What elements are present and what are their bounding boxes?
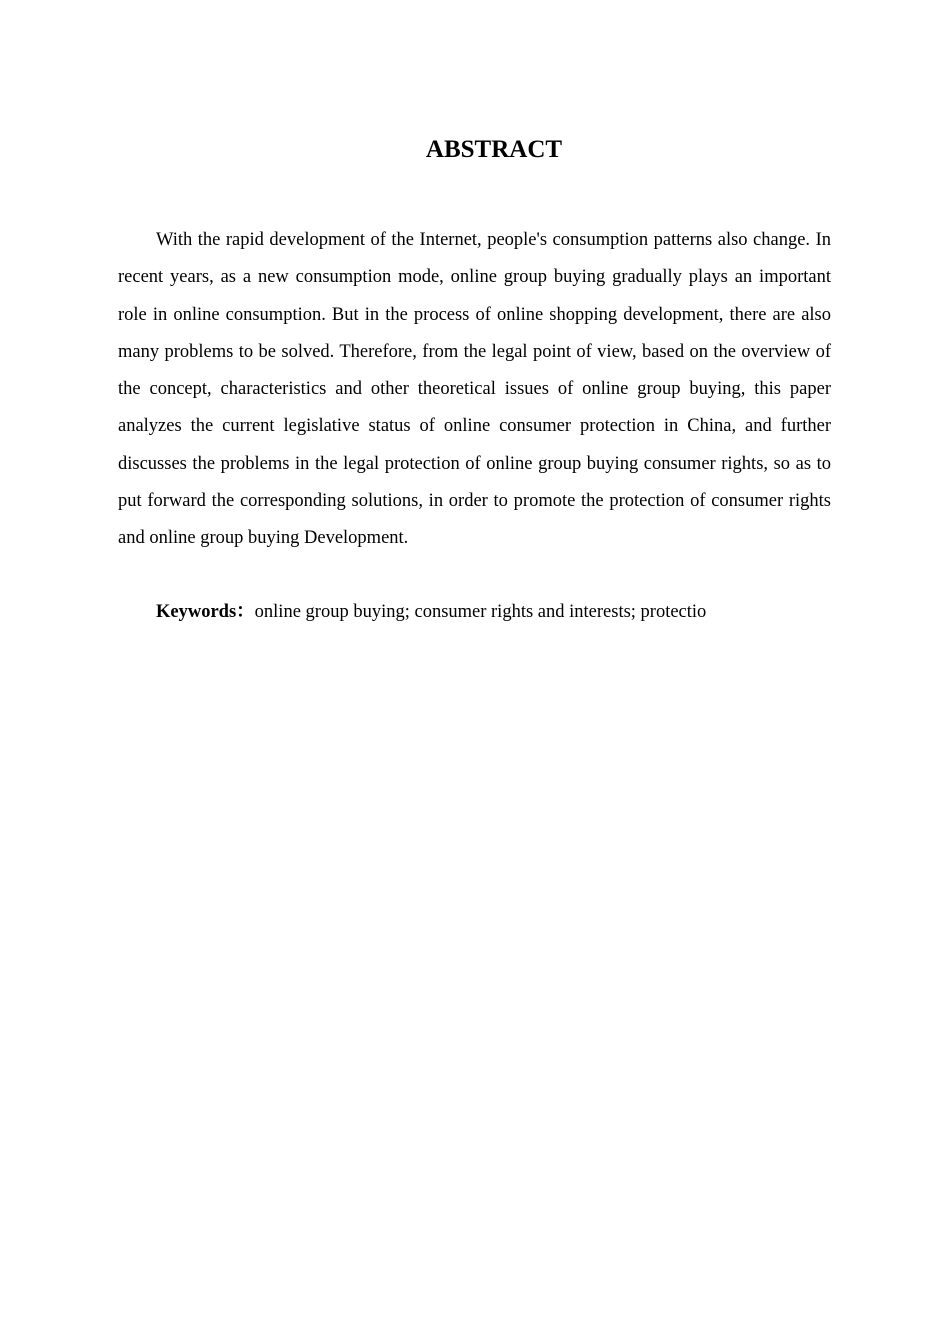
keywords-text: online group buying; consumer rights and interests; protectio xyxy=(254,602,707,622)
keywords-label: Keywords： xyxy=(156,602,255,622)
abstract-paragraph: With the rapid development of the Internet, people's consumption patterns also change. In recent years, as a new consumption mode, online group buying gradually plays an important role in online consumption. But in the process of online shopping development, there are also many problems to be solved. Therefore, from the legal point of view, based on the overview of the concept, characteristics and other theoretical issues of online group buying, this paper analyzes the current legislative status of online consumer protection in China, and further discusses the problems in the legal protection of online group buying consumer rights, so as to put forward the corresponding solutions, in order to promote the protection of consumer rights and online group buying Development. xyxy=(118,230,831,549)
keywords-line xyxy=(156,596,836,628)
page-title: ABSTRACT xyxy=(425,136,563,163)
